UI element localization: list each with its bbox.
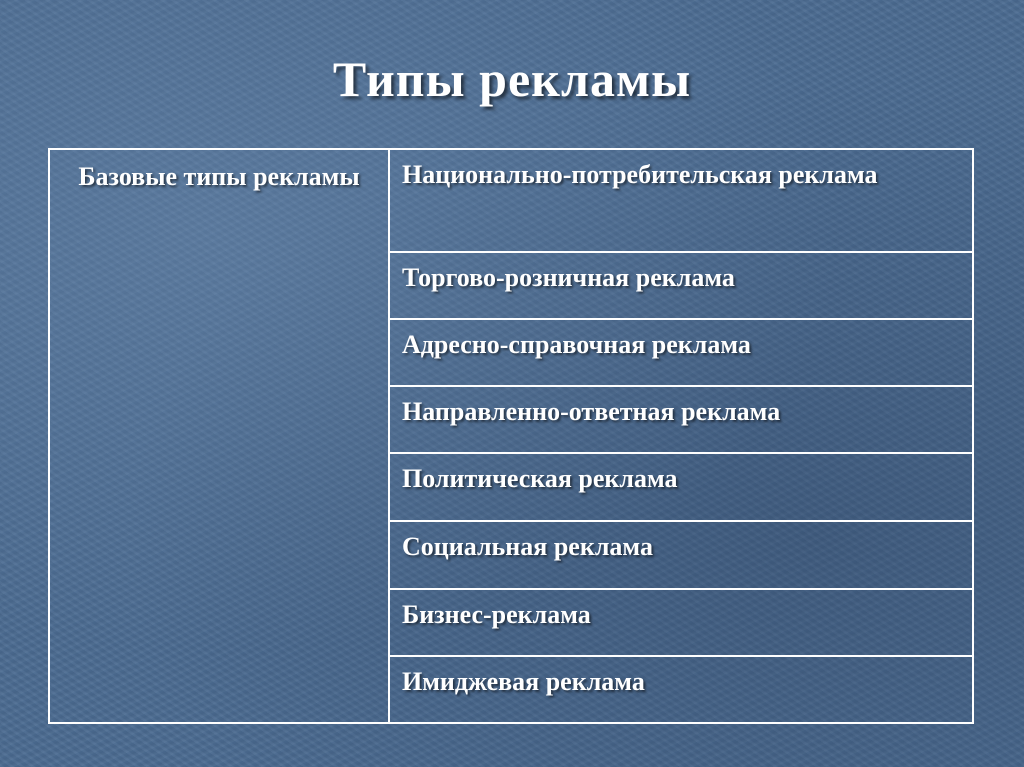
base-types-header-cell: Базовые типы рекламы <box>49 149 389 723</box>
type-cell-national-consumer: Национально-потребительская реклама <box>389 149 973 252</box>
type-cell-business: Бизнес-реклама <box>389 589 973 656</box>
slide-title: Типы рекламы <box>332 51 692 107</box>
type-cell-social: Социальная реклама <box>389 521 973 589</box>
type-cell-retail: Торгово-розничная реклама <box>389 252 973 319</box>
type-cell-directory: Адресно-справочная реклама <box>389 319 973 386</box>
type-cell-direct-response: Направленно-ответная реклама <box>389 386 973 453</box>
type-cell-image: Имиджевая реклама <box>389 656 973 723</box>
advertising-types-table <box>48 148 974 724</box>
table-row <box>49 149 973 252</box>
type-cell-political: Политическая реклама <box>389 453 973 521</box>
